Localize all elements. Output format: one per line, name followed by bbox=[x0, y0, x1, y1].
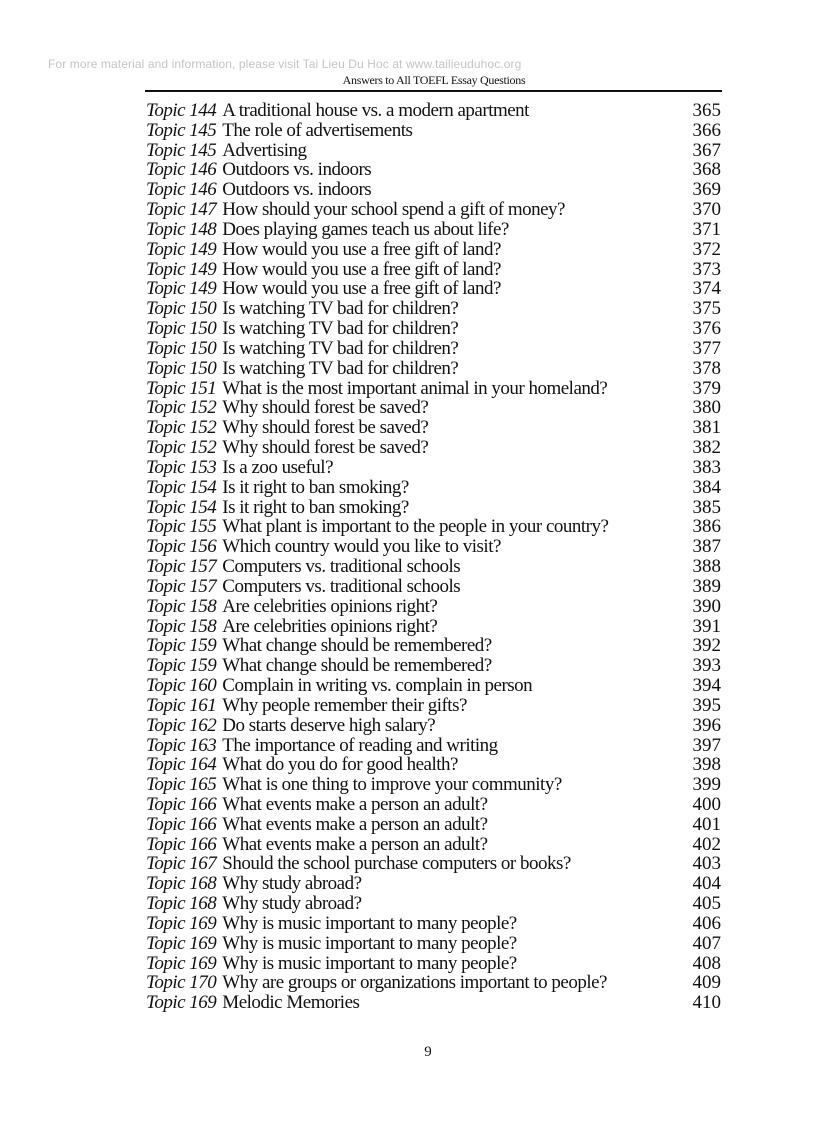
toc-entry bbox=[146, 279, 721, 299]
toc-page-number: 409 bbox=[692, 972, 721, 994]
toc-topic-number: Topic 154 bbox=[146, 496, 217, 518]
toc-entry-title: Outdoors vs. indoors bbox=[222, 160, 372, 181]
header-rule bbox=[145, 90, 722, 92]
toc-topic-number: Topic 144 bbox=[146, 100, 217, 121]
toc-entry bbox=[146, 716, 721, 736]
toc-page-number: 401 bbox=[692, 813, 721, 835]
toc-entry-title: Is watching TV bad for children? bbox=[222, 319, 459, 339]
toc-topic-number: Topic 160 bbox=[146, 675, 217, 697]
toc-entry-title: Why should forest be saved? bbox=[222, 418, 429, 439]
toc-entry bbox=[146, 854, 721, 874]
toc-entry-title: What change should be remembered? bbox=[222, 656, 492, 677]
toc-entry-title: Why study abroad? bbox=[222, 894, 362, 914]
toc-topic-number: Topic 169 bbox=[146, 952, 217, 974]
toc-page-number: 389 bbox=[692, 575, 721, 597]
toc-page-number: 379 bbox=[692, 377, 721, 399]
toc-entry-title: What events make a person an adult? bbox=[222, 794, 488, 815]
toc-topic-number: Topic 156 bbox=[146, 536, 217, 558]
toc-entry-title: How would you use a free gift of land? bbox=[222, 279, 501, 300]
toc-entry-title: The importance of reading and writing bbox=[222, 735, 498, 756]
toc-page-number: 407 bbox=[692, 932, 721, 954]
toc-entry-title: Why are groups or organizations important to people? bbox=[222, 973, 607, 994]
toc-topic-number: Topic 151 bbox=[146, 377, 217, 399]
toc-topic-number: Topic 146 bbox=[146, 179, 217, 201]
toc-entry-title: Is it right to ban smoking? bbox=[222, 477, 409, 498]
toc-topic-number: Topic 149 bbox=[146, 238, 217, 260]
toc-entry-title: Do starts deserve high salary? bbox=[222, 715, 436, 736]
toc-topic-number: Topic 157 bbox=[146, 556, 217, 578]
toc-page-number: 399 bbox=[692, 774, 721, 796]
toc-entry bbox=[146, 537, 721, 557]
toc-entry-title: Computers vs. traditional schools bbox=[222, 557, 461, 577]
toc-page-number: 382 bbox=[692, 437, 721, 459]
toc-entry-title: Should the school purchase computers or books? bbox=[222, 854, 571, 875]
toc-page-number: 374 bbox=[692, 278, 721, 300]
toc-topic-number: Topic 166 bbox=[146, 793, 217, 815]
toc-page-number: 377 bbox=[692, 337, 721, 359]
toc-entry bbox=[146, 160, 721, 180]
toc-entry bbox=[146, 398, 721, 418]
running-head: Answers to All TOEFL Essay Questions bbox=[342, 73, 526, 87]
toc-entry bbox=[146, 517, 721, 537]
toc-page-number: 392 bbox=[692, 635, 721, 657]
toc-page-number: 384 bbox=[692, 476, 721, 498]
toc-topic-number: Topic 148 bbox=[146, 218, 217, 240]
toc-entry-title: Outdoors vs. indoors bbox=[222, 180, 372, 201]
toc-entry-title: What is one thing to improve your community? bbox=[222, 775, 562, 795]
toc-topic-number: Topic 147 bbox=[146, 199, 217, 221]
toc-page-number: 404 bbox=[692, 873, 721, 895]
toc-entry bbox=[146, 636, 721, 656]
watermark-text: For more material and information, please visit Tai Lieu Du Hoc at www.tailieuduhoc.org bbox=[48, 57, 522, 71]
toc-entry bbox=[146, 240, 721, 260]
toc-page-number: 380 bbox=[692, 397, 721, 419]
toc-entry-title: What is the most important animal in your homeland? bbox=[222, 378, 608, 399]
toc-topic-number: Topic 159 bbox=[146, 635, 217, 657]
toc-topic-number: Topic 168 bbox=[146, 893, 217, 915]
toc-entry-title: Why people remember their gifts? bbox=[222, 695, 467, 716]
toc-page-number: 405 bbox=[692, 893, 721, 915]
toc-entry-title: Why is music important to many people? bbox=[222, 953, 517, 974]
toc-page-number: 394 bbox=[692, 675, 721, 697]
toc-entry bbox=[146, 141, 721, 161]
toc-entry bbox=[146, 498, 721, 518]
toc-entry bbox=[146, 795, 721, 815]
toc-entry bbox=[146, 319, 721, 339]
toc-entry bbox=[146, 299, 721, 319]
toc-entry-title: Is watching TV bad for children? bbox=[222, 358, 459, 379]
toc-topic-number: Topic 150 bbox=[146, 357, 217, 379]
toc-entry bbox=[146, 478, 721, 498]
toc-page-number: 387 bbox=[692, 536, 721, 558]
page-number: 9 bbox=[424, 1044, 432, 1060]
toc-topic-number: Topic 169 bbox=[146, 912, 217, 934]
toc-entry-title: What do you do for good health? bbox=[222, 755, 458, 776]
toc-page-number: 393 bbox=[692, 655, 721, 677]
toc-entry bbox=[146, 736, 721, 756]
toc-page-number: 369 bbox=[692, 179, 721, 201]
toc-entry bbox=[146, 775, 721, 795]
toc-topic-number: Topic 152 bbox=[146, 397, 217, 419]
toc-entry bbox=[146, 676, 721, 696]
toc-entry-title: Are celebrities opinions right? bbox=[222, 616, 438, 637]
toc-entry bbox=[146, 359, 721, 379]
toc-entry bbox=[146, 894, 721, 914]
toc-page-number: 398 bbox=[692, 754, 721, 776]
toc-entry bbox=[146, 815, 721, 835]
toc-entry bbox=[146, 101, 721, 121]
toc-entry-title: Advertising bbox=[222, 140, 307, 161]
toc-entry-title: How should your school spend a gift of money? bbox=[222, 200, 565, 220]
toc-topic-number: Topic 152 bbox=[146, 417, 217, 439]
toc-page-number: 367 bbox=[692, 139, 721, 161]
toc-entry-title: How would you use a free gift of land? bbox=[222, 239, 501, 260]
toc-entry-title: Are celebrities opinions right? bbox=[222, 596, 438, 617]
toc-page-number: 365 bbox=[692, 100, 721, 121]
toc-page-number: 366 bbox=[692, 119, 721, 141]
toc-topic-number: Topic 168 bbox=[146, 873, 217, 895]
toc-entry bbox=[146, 260, 721, 280]
toc-topic-number: Topic 159 bbox=[146, 655, 217, 677]
toc-topic-number: Topic 153 bbox=[146, 456, 217, 478]
toc-page-number: 402 bbox=[692, 833, 721, 855]
toc-topic-number: Topic 146 bbox=[146, 159, 217, 181]
toc-entry-title: What events make a person an adult? bbox=[222, 814, 488, 835]
toc-topic-number: Topic 165 bbox=[146, 774, 217, 796]
toc-topic-number: Topic 150 bbox=[146, 337, 217, 359]
toc-entry-title: Melodic Memories bbox=[222, 993, 360, 1014]
toc-entry bbox=[146, 835, 721, 855]
toc-page-number: 381 bbox=[692, 417, 721, 439]
toc-page-number: 372 bbox=[692, 238, 721, 260]
toc-entry bbox=[146, 874, 721, 894]
toc-entry bbox=[146, 934, 721, 954]
toc-topic-number: Topic 158 bbox=[146, 595, 217, 617]
toc-entry bbox=[146, 557, 721, 577]
toc-topic-number: Topic 155 bbox=[146, 516, 217, 538]
toc-topic-number: Topic 166 bbox=[146, 833, 217, 855]
toc-entry-title: Does playing games teach us about life? bbox=[222, 219, 509, 240]
toc-entry bbox=[146, 121, 721, 141]
toc-entry-title: Is watching TV bad for children? bbox=[222, 338, 459, 359]
toc-page-number: 391 bbox=[692, 615, 721, 637]
toc-entry bbox=[146, 954, 721, 974]
toc-entry-title: What plant is important to the people in your country? bbox=[222, 517, 609, 538]
toc-page-number: 368 bbox=[692, 159, 721, 181]
toc-topic-number: Topic 154 bbox=[146, 476, 217, 498]
toc-topic-number: Topic 150 bbox=[146, 318, 217, 340]
toc-entry bbox=[146, 914, 721, 934]
toc-entry-title: Computers vs. traditional schools bbox=[222, 576, 461, 597]
toc-topic-number: Topic 152 bbox=[146, 437, 217, 459]
toc-topic-number: Topic 164 bbox=[146, 754, 217, 776]
toc-topic-number: Topic 158 bbox=[146, 615, 217, 637]
toc-entry bbox=[146, 577, 721, 597]
toc-entry-title: Why should forest be saved? bbox=[222, 438, 429, 458]
toc-topic-number: Topic 167 bbox=[146, 853, 217, 875]
toc-entry bbox=[146, 458, 721, 478]
toc-topic-number: Topic 149 bbox=[146, 278, 217, 300]
toc-entry bbox=[146, 200, 721, 220]
toc-entry-title: Why study abroad? bbox=[222, 874, 362, 895]
toc-entry bbox=[146, 696, 721, 716]
toc-page-number: 395 bbox=[692, 694, 721, 716]
toc-entry bbox=[146, 755, 721, 775]
toc-entry bbox=[146, 597, 721, 617]
toc-entry-title: A traditional house vs. a modern apartment bbox=[222, 101, 529, 121]
toc-page-number: 371 bbox=[692, 218, 721, 240]
toc-entry bbox=[146, 379, 721, 399]
toc-entry bbox=[146, 656, 721, 676]
toc-entry bbox=[146, 973, 721, 993]
toc-topic-number: Topic 166 bbox=[146, 813, 217, 835]
toc-entry bbox=[146, 617, 721, 637]
toc-page-number: 410 bbox=[692, 992, 721, 1014]
toc-entry bbox=[146, 220, 721, 240]
toc-entry-title: Why is music important to many people? bbox=[222, 913, 517, 934]
toc-topic-number: Topic 145 bbox=[146, 119, 217, 141]
toc-page-number: 388 bbox=[692, 556, 721, 578]
toc-page-number: 373 bbox=[692, 258, 721, 280]
toc-entry-title: Which country would you like to visit? bbox=[222, 537, 501, 558]
toc-page-number: 378 bbox=[692, 357, 721, 379]
toc-page-number: 406 bbox=[692, 912, 721, 934]
toc-entry bbox=[146, 180, 721, 200]
toc-topic-number: Topic 161 bbox=[146, 694, 217, 716]
table-of-contents bbox=[146, 101, 721, 1013]
toc-page-number: 400 bbox=[692, 793, 721, 815]
toc-page-number: 375 bbox=[692, 298, 721, 320]
toc-topic-number: Topic 145 bbox=[146, 139, 217, 161]
toc-entry bbox=[146, 993, 721, 1013]
toc-topic-number: Topic 163 bbox=[146, 734, 217, 756]
toc-topic-number: Topic 162 bbox=[146, 714, 217, 736]
toc-page-number: 403 bbox=[692, 853, 721, 875]
toc-entry-title: Is watching TV bad for children? bbox=[222, 299, 459, 320]
toc-topic-number: Topic 149 bbox=[146, 258, 217, 280]
toc-entry-title: Complain in writing vs. complain in person bbox=[222, 676, 533, 696]
toc-entry-title: How would you use a free gift of land? bbox=[222, 259, 501, 280]
toc-page-number: 376 bbox=[692, 318, 721, 340]
toc-entry-title: What events make a person an adult? bbox=[222, 834, 488, 855]
toc-topic-number: Topic 169 bbox=[146, 932, 217, 954]
toc-entry bbox=[146, 339, 721, 359]
toc-topic-number: Topic 150 bbox=[146, 298, 217, 320]
toc-entry-title: What change should be remembered? bbox=[222, 636, 492, 657]
toc-page-number: 383 bbox=[692, 456, 721, 478]
toc-page-number: 396 bbox=[692, 714, 721, 736]
toc-page-number: 408 bbox=[692, 952, 721, 974]
toc-topic-number: Topic 169 bbox=[146, 992, 217, 1014]
toc-page-number: 390 bbox=[692, 595, 721, 617]
toc-entry-title: Why is music important to many people? bbox=[222, 933, 517, 954]
toc-entry-title: Is it right to ban smoking? bbox=[222, 497, 409, 518]
toc-entry bbox=[146, 438, 721, 458]
toc-entry-title: Why should forest be saved? bbox=[222, 398, 429, 419]
toc-entry bbox=[146, 418, 721, 438]
toc-page-number: 397 bbox=[692, 734, 721, 756]
toc-page-number: 385 bbox=[692, 496, 721, 518]
toc-page-number: 370 bbox=[692, 199, 721, 221]
toc-page-number: 386 bbox=[692, 516, 721, 538]
toc-topic-number: Topic 170 bbox=[146, 972, 217, 994]
toc-entry-title: Is a zoo useful? bbox=[222, 457, 334, 478]
toc-entry-title: The role of advertisements bbox=[222, 120, 413, 141]
toc-topic-number: Topic 157 bbox=[146, 575, 217, 597]
